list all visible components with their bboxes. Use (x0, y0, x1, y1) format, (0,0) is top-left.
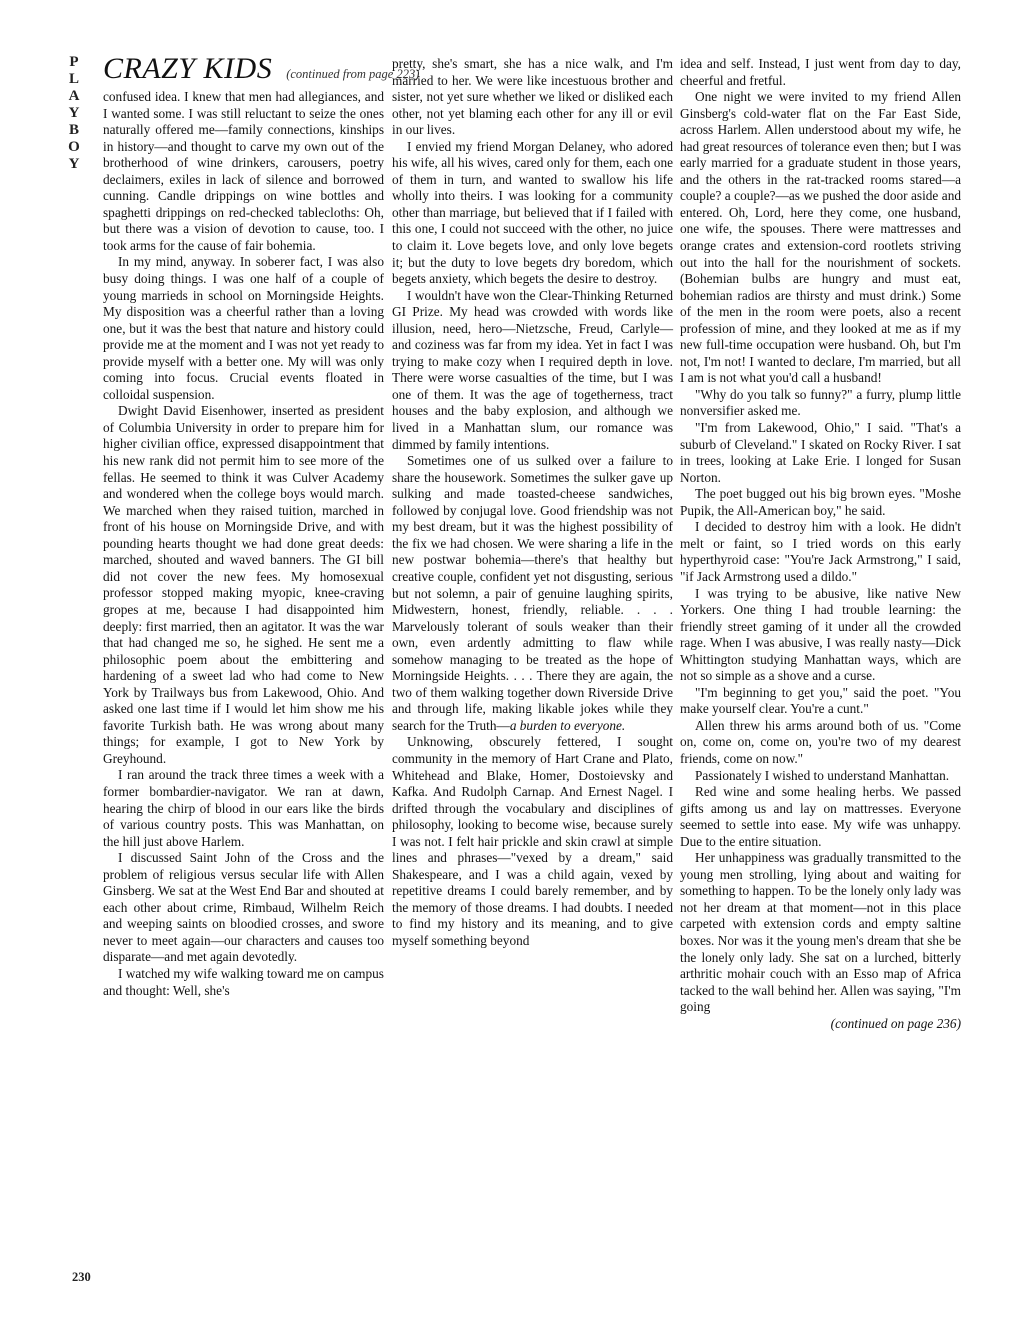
paragraph: Dwight David Eisenhower, inserted as president of Columbia University in order to prepare him for higher civilian office, expressed disappointment that his new rank did not permit him to see more of the fellas. He seemed to think it was Culver Academy and wondered when the college boys would march. We marched when they raised tuition, marched in front of his house on Morningside Drive, and with pounding hearts thought we had done great deeds: marched, shouted and waved banners. The GI bill did not cover the new fees. My homosexual professor stopped making myopic, knee-craving gropes at me, because I had disappointed him deeply: first married, then an agitator. It was the war that had changed me so, he sighed. He sent me a philosophic poem about the embittering and hardening of a sweet lad who had come to New York by Trailways bus from Lakewood, Ohio. And asked one last time if I would let him show me his favorite Turkish bath. He was wrong about many things; for example, I got to New York by Greyhound. (103, 403, 384, 766)
text-column-1 (103, 89, 384, 999)
sideline-letter: O (68, 139, 80, 155)
paragraph: I was trying to be abusive, like native New Yorkers. One thing I had trouble learning: the friendly street gaming of it under all the crowded rage. When I was abusive, I was really nasty—Dick Whittington studying Manhattan ways, which are not so simple as a shove and a curse. (680, 585, 961, 684)
continued-from-note: (continued from page 223) (286, 67, 420, 81)
page-number: 230 (72, 1270, 91, 1284)
text-column-3 (680, 56, 961, 1032)
paragraph: "Why do you talk so funny?" a furry, plump little nonversifier asked me. (680, 386, 961, 419)
paragraph: confused idea. I knew that men had allegiances, and I wanted some. I was still reluctant to seize the ones naturally offered me—family connections, kinships in history—and thought to carve my own out of the brotherhood of wine drinkers, carousers, poetry declaimers, exiles in lack of silence and borrowed cunning. Candle drippings on wine bottles and spaghetti drippings on red-checked tablecloths: Oh, but there was a vision of devotion to cause, too. I took arms for the cause of fair bohemia. (103, 89, 384, 253)
paragraph-text: There were mattresses and orange crates and extension-cord rootlets striving out into the hall for the nourishment of sockets. (Bohemian bulbs are hungry and must eat, bohemian radios are thirsty and must drink.) Some of the men in the room were poets, also a recent profession of mine, and they looked at me as if my new full-time occupation were husband. Oh, but I'm not, I'm not! I wanted to declare, I'm married, but all I am is not what you'd call a husband! (680, 221, 962, 386)
paragraph: In my mind, anyway. In soberer fact, I was also busy doing things. I was one half of a couple of young marrieds in school on Morningside Heights. My disposition was a cheerful rather than a loving one, but it was the best that nature and history could provide me at the moment and I was not yet ready to provide myself with a better one. My will was only coming into focus. Crucial events floated in colloidal suspension. (103, 254, 384, 402)
sideline-letter: Y (68, 156, 80, 172)
paragraph: I wouldn't have won the Clear-Thinking Returned GI Prize. My head was crowded with words like illusion, need, hero—Nietzsche, Freud, Carlyle—and coziness was far from my idea. Yet in fact I was trying to make cozy when I required depth in love. There were worse casualties of the time, but I was one of them. It was the age of togetherness, tract houses and the baby explosion, and although we lived in a Manhattan slum, our romance was dimmed by family intentions. (392, 287, 673, 452)
paragraph: I decided to destroy him with a look. He didn't melt or faint, so I tried words on this early hyperthyroid case: "You're Jack Armstrong," I said, "if Jack Armstrong used a dildo." (680, 519, 961, 584)
paragraph: idea and self. Instead, I just went from day to day, cheerful and fretful. (680, 56, 961, 88)
sideline-letter: Y (68, 105, 80, 121)
magazine-sideline (64, 55, 84, 174)
article-heading (103, 52, 420, 88)
paragraph-text: Sometimes one of us sulked over a failure to share the housework. Sometimes the sulker gave up sulking and made toasted-cheese sandwiches, followed by conjugal love. Good friendship was not my best dream, but it was the highest possibility of the fix we had chosen. We were sharing a life in the new postwar bohemia—there's that healthy but creative couple, confident yet not disgusting, serious but not solemn, a pair of genuine laughing spirits, Midwestern, honest, friendly, reliable. . . . Marvelously tolerant of souls weaker than their own, even ardently admitting to flaw while somehow managing to be treated as the hope of Morningside Heights. . . . There they are again, the two of them walking together down Riverside Drive and through life, making likable jokes while they search for the Truth— (392, 453, 673, 733)
sideline-letter: A (68, 88, 80, 104)
paragraph: The poet bugged out his big brown eyes. "Moshe Pupik, the All-American boy," he said. (680, 486, 961, 518)
paragraph: Her unhappiness was gradually transmitted to the young men strolling, lying about and waiting for something to happen. To be the lonely only lady was not her dream at that moment—not in this place carpeted with extension cords and empty saltine boxes. Nor was it the young men's dream that she be the lonely only lady. She sat on a lurched, bitterly arthritic mohair couch with an Esso map of Africa tacked to the wall behind her. Allen was saying, "I'm going (680, 850, 961, 1015)
paragraph: pretty, she's smart, she has a nice walk, and I'm married to her. We were like incestuous brother and sister, not yet sure whether we liked or disliked each other, not yet blaming each other for any ill or evil in our lives. (392, 56, 673, 138)
paragraph: I ran around the track three times a week with a former bombardier-navigator. We ran at dawn, hearing the chirp of blood in our ears like the birds of various country posts. This was Manhattan, on the hill just above Harlem. (103, 767, 384, 849)
continued-on-note: (continued on page 236) (830, 1015, 961, 1031)
paragraph (680, 89, 961, 387)
paragraph (392, 453, 673, 734)
paragraph-text: One night we were invited to my friend Allen Ginsberg's cold-water flat on the Far East Side, across Harlem. Allen understood about my wife, he had great resources of tolerance even then; but I was early married for a graduate student in those years, and the others in the rat-tracked rooms stared—a couple? a couple? (680, 89, 961, 204)
paragraph: I discussed Saint John of the Cross and the problem of religious versus secular life with Allen Ginsberg. We sat at the West End Bar and shouted at each other about crime, Rimbaud, Wilhelm Reich and weeping saints on bloodied crosses, and swore never to meet again—our characters and causes too disparate—and met again devotedly. (103, 850, 384, 965)
article-title: CRAZY KIDS (103, 52, 273, 85)
paragraph: I watched my wife walking toward me on campus and thought: Well, she's (103, 965, 384, 998)
text-column-2 (392, 56, 673, 950)
paragraph: Passionately I wished to understand Manhattan. (695, 767, 950, 783)
paragraph: "I'm from Lakewood, Ohio," I said. "That's a suburb of Cleveland." I skated on Rocky River. I sat in trees, looking at Lake Erie. I longed for Susan Norton. (680, 420, 961, 485)
italic-phrase: a burden to everyone. (509, 717, 626, 733)
paragraph-text: —as we pushed the door aside and entered. Oh, Lord, here they come, one husband, one wife, the spouses. (680, 188, 961, 237)
sideline-letter: B (68, 122, 79, 138)
sideline-letter: P (69, 54, 79, 70)
paragraph: "I'm beginning to get you," said the poet. "You make yourself clear. You're a cunt." (680, 684, 961, 717)
sideline-letter: L (68, 71, 79, 87)
paragraph: I envied my friend Morgan Delaney, who adored his wife, all his wives, cared only for them, each one of them in turn, and wanted to swallow his life wholly into theirs. I was looking for a community other than marriage, but believed that if I failed with this one, I could not succeed with the other, no juice to claim it. Love begets love, and only love begets it; but the duty to love begets dry boredom, which begets anxiety, which begets the desire to destroy. (392, 138, 673, 287)
paragraph: Allen threw his arms around both of us. "Come on, come on, come on, you're two of my dearest friends, come on now." (680, 717, 961, 766)
paragraph: Unknowing, obscurely fettered, I sought community in the memory of Hart Crane and Plato, Whitehead and Blake, Homer, Dostoievsky and Kafka. And Rudolph Carnap. And Ernest Nagel. I drifted through the vocabulary and disciplines of philosophy, looking to become wise, because surely I was not. I felt hair prickle and skin crawl at simple lines and phrases—"vexed by a dream," said Shakespeare, and I was a child again, vexed by repetitive dreams I could barely remember, and by the memory of those dreams. I had doubts. I needed to find my history and its meaning, and to give myself something beyond (392, 734, 673, 948)
paragraph: Red wine and some healing herbs. We passed gifts among us and lay on mattresses. Everyone seemed to settle into ease. My wife was unhappy. Due to the entire situation. (680, 784, 961, 849)
